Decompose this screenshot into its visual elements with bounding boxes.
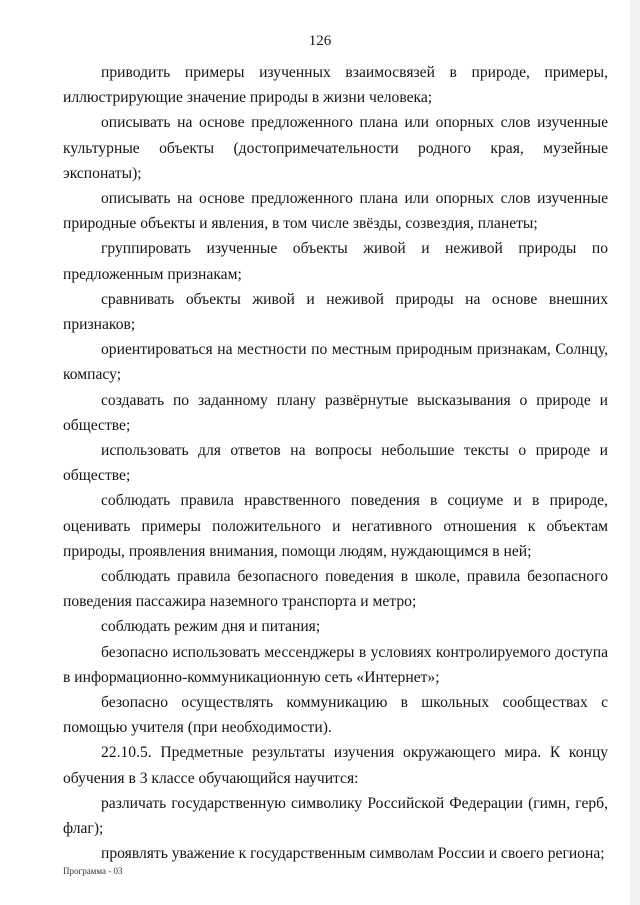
paragraph: соблюдать режим дня и питания; [101, 618, 321, 636]
paragraph: использовать для ответов на вопросы небольшие тексты о природе и обществе; [63, 442, 608, 485]
paragraph: приводить примеры изученных взаимосвязей в природе, примеры, иллюстрирующие значение природы в жизни человека; [63, 64, 608, 107]
paragraph: создавать по заданному плану развёрнутые высказывания о природе и обществе; [63, 391, 608, 434]
paragraph: ориентироваться на местности по местным природным признакам, Солнцу, компасу; [63, 341, 608, 384]
paragraph: описывать на основе предложенного плана или опорных слов изученные культурные объекты (достопримечательности родного края, музейные экспонаты); [63, 114, 608, 182]
page-number: 126 [308, 33, 332, 49]
paragraph: проявлять уважение к государственным символам России и своего региона; [101, 845, 605, 863]
paragraph: различать государственную символику Российской Федерации (гимн, герб, флаг); [63, 794, 608, 838]
paragraph: соблюдать правила нравственного поведения в социуме и в природе, оценивать примеры положительного и негативного отношения к объектам природы, проявления внимания, помощи людям, нуждающимся в ней; [63, 492, 608, 560]
paragraph: соблюдать правила безопасного поведения в школе, правила безопасного поведения пассажира наземного транспорта и метро; [63, 568, 608, 611]
paragraph: безопасно использовать мессенджеры в условиях контролируемого доступа в информационно-коммуникационную сеть «Интернет»; [63, 643, 608, 686]
paragraph: безопасно осуществлять коммуникацию в школьных сообществах с помощью учителя (при необходимости). [63, 694, 608, 737]
footer-label: Программа - 03 [63, 866, 123, 876]
section-paragraph: 22.10.5. Предметные результаты изучения окружающего мира. К концу обучения в 3 классе обучающийся научится: [63, 744, 608, 787]
paragraph: сравнивать объекты живой и неживой природы на основе внешних признаков; [63, 290, 608, 334]
document-body [63, 60, 608, 867]
paragraph: описывать на основе предложенного плана или опорных слов изученные природные объекты и явления, в том числе звёзды, созвездия, планеты; [63, 190, 608, 233]
paragraph: группировать изученные объекты живой и неживой природы по предложенным признакам; [63, 240, 608, 283]
scan-edge [630, 0, 640, 905]
